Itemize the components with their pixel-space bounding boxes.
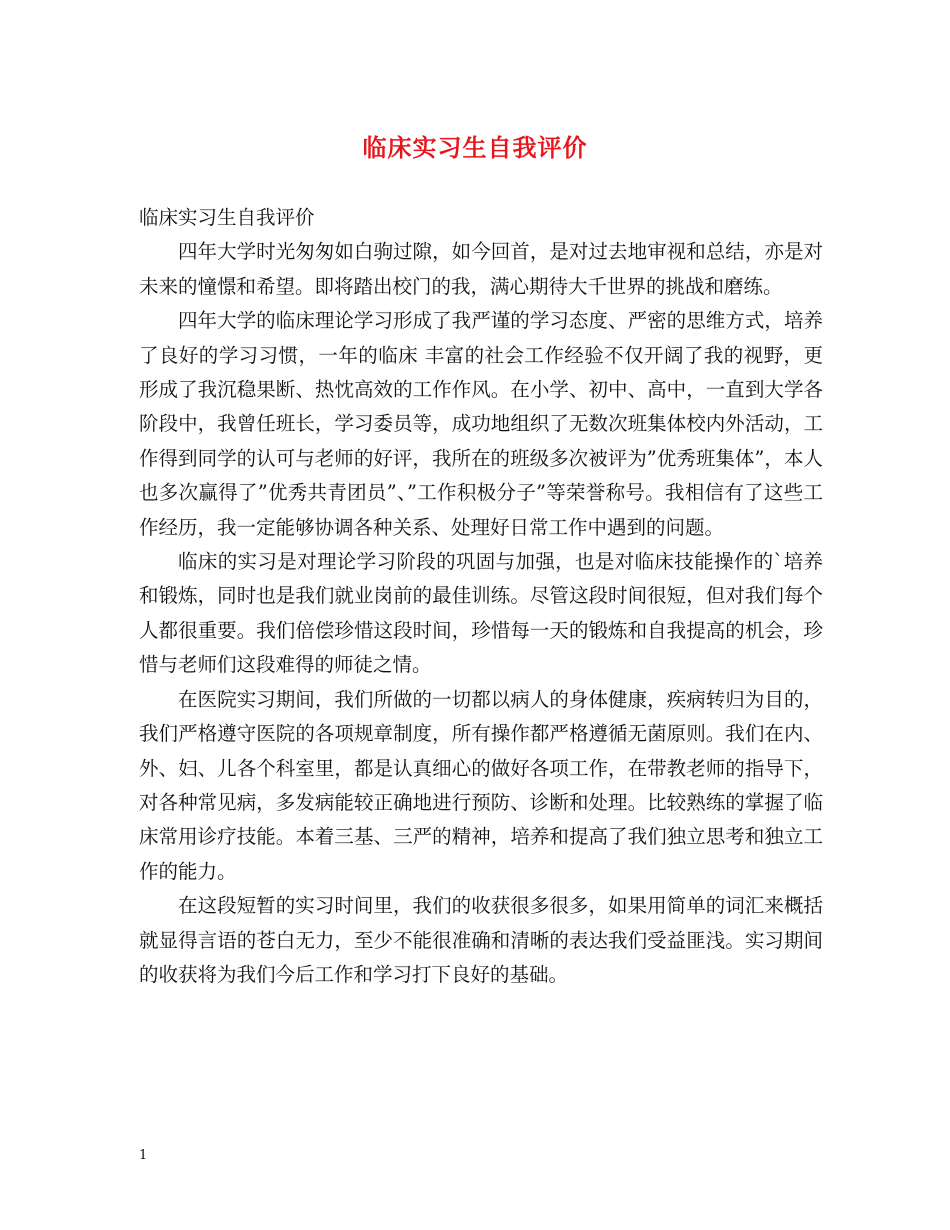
- paragraph-4: 在医院实习期间，我们所做的一切都以病人的身体健康，疾病转归为目的，我们严格遵守医院的各项规章制度，所有操作都严格遵循无菌原则。我们在内、外、妇、儿各个科室里，都是认真细心的做好各项工作，在带教老师的指导下，对各种常见病，多发病能较正确地进行预防、诊断和处理。比较熟练的掌握了临床常用诊疗技能。本着三基、三严的精神，培养和提高了我们独立思考和独立工作的能力。: [139, 687, 823, 883]
- document-body: [139, 201, 823, 992]
- paragraph-2: 四年大学的临床理论学习形成了我严谨的学习态度、严密的思维方式，培养了良好的学习习惯，一年的临床 丰富的社会工作经验不仅开阔了我的视野，更形成了我沉稳果断、热忱高效的工作作风。在小学、初中、高中，一直到大学各阶段中，我曾任班长，学习委员等，成功地组织了无数次班集体校内外活动，工作得到同学的认可与老师的好评，我所在的班级多次被评为”优秀班集体”，本人也多次赢得了”优秀共青团员”、”工作积极分子”等荣誉称号。我相信有了这些工作经历，我一定能够协调各种关系、处理好日常工作中遇到的问题。: [139, 309, 823, 539]
- paragraph-1: 四年大学时光匆匆如白驹过隙，如今回首，是对过去地审视和总结，亦是对未来的憧憬和希望。即将踏出校门的我，满心期待大千世界的挑战和磨练。: [139, 240, 823, 298]
- page-number: 1: [139, 1148, 148, 1163]
- document-title: 临床实习生自我评价: [362, 133, 588, 162]
- paragraph-5: 在这段短暂的实习时间里，我们的收获很多很多，如果用简单的词汇来概括就显得言语的苍白无力，至少不能很准确和清晰的表达我们受益匪浅。实习期间的收获将为我们今后工作和学习打下良好的基础。: [139, 894, 823, 986]
- paragraph-3: 临床的实习是对理论学习阶段的巩固与加强，也是对临床技能操作的`培养和锻炼，同时也是我们就业岗前的最佳训练。尽管这段时间很短，但对我们每个人都很重要。我们倍偿珍惜这段时间，珍惜每一天的锻炼和自我提高的机会，珍惜与老师们这段难得的师徒之情。: [139, 550, 823, 677]
- document-subtitle: 临床实习生自我评价: [139, 206, 315, 229]
